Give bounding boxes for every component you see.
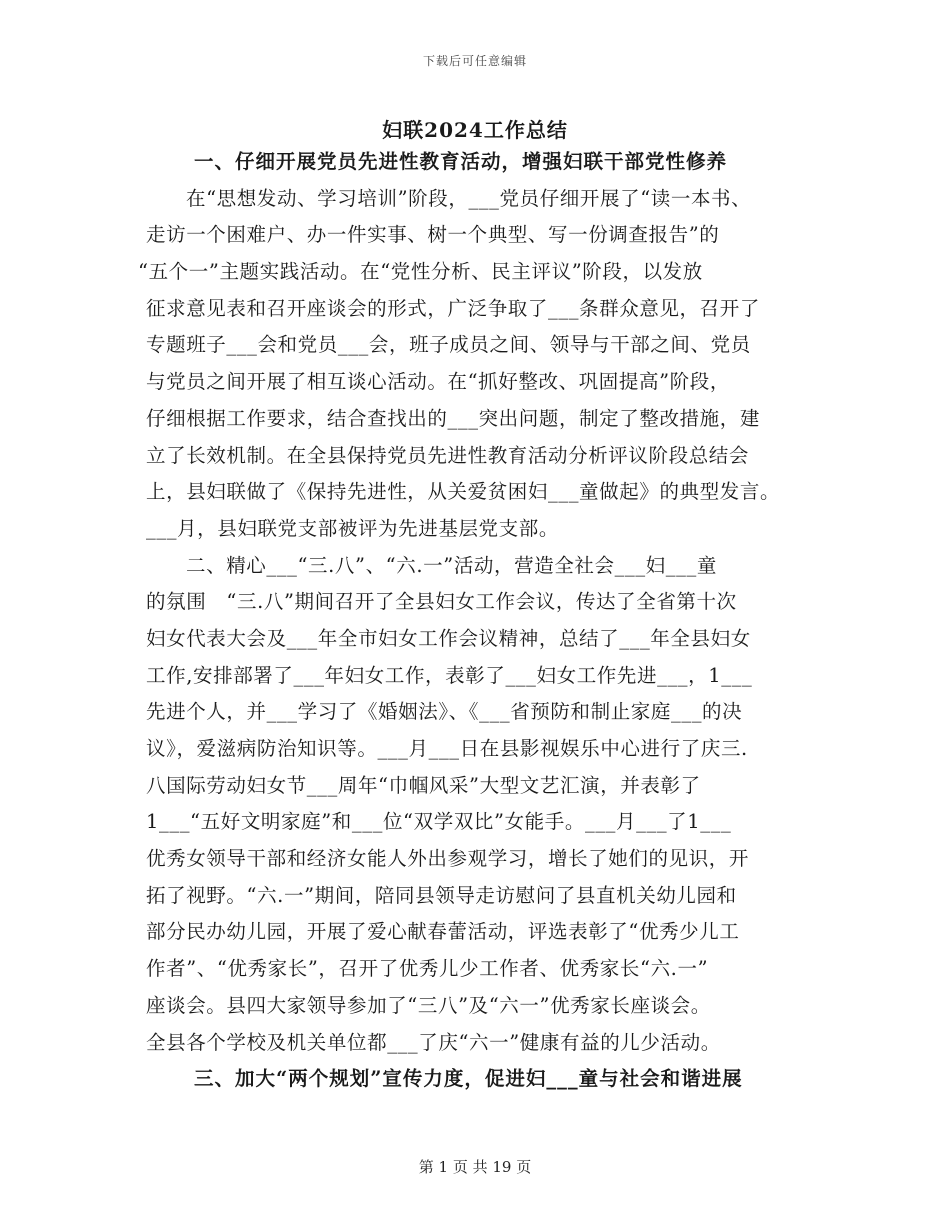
paragraph-line: 与党员之间开展了相互谈心活动。在“抓好整改、巩固提高”阶段， [146, 370, 730, 394]
paragraph-line: 1___“五好文明家庭”和___位“双学双比”女能手。___月___了1___ [146, 810, 732, 834]
paragraph-line: 征求意见表和召开座谈会的形式，广泛争取了___条群众意见，召开了 [146, 296, 760, 320]
document-title: 妇联2024工作总结 [382, 118, 568, 142]
paragraph-line: 座谈会。县四大家领导参加了“三八”及“六一”优秀家长座谈会。 [146, 993, 711, 1017]
paragraph-line: 优秀女领导干部和经济女能人外出参观学习，增长了她们的见识，开 [146, 847, 750, 871]
paragraph-line: 妇女代表大会及___年全市妇女工作会议精神，总结了___年全县妇女 [146, 626, 751, 650]
paragraph-line: “五个一”主题实践活动。在“党性分析、民主评议”阶段，以发放 [138, 260, 703, 284]
paragraph-line: 专题班子___会和党员___会，班子成员之间、领导与干部之间、党员 [146, 333, 751, 357]
paragraph-line: 二、精心___“三.八”、“六.一”活动，营造全社会___妇___童 [186, 553, 717, 577]
section-heading: 一、仔细开展党员先进性教育活动，增强妇联干部党性修养 [194, 150, 728, 173]
paragraph-line: 先进个人，并___学习了《婚姻法》、《___省预防和制止家庭___的决 [146, 700, 743, 724]
paragraph-line: 立了长效机制。在全县保持党员先进性教育活动分析评议阶段总结会 [146, 443, 750, 467]
paragraph-line: 议》，爱滋病防治知识等。___月___日在县影视娱乐中心进行了庆三. [146, 737, 748, 760]
paragraph-line: 部分民办幼儿园，开展了爱心献春蕾活动，评选表彰了“优秀少儿工 [146, 920, 740, 944]
paragraph-line: 仔细根据工作要求，结合查找出的___突出问题，制定了整改措施，建 [146, 406, 760, 430]
paragraph-line: 的氛围 “三.八”期间召开了全县妇女工作会议，传达了全省第十次 [146, 590, 737, 614]
paragraph-line: 拓了视野。“六.一”期间，陪同县领导走访慰问了县直机关幼儿园和 [146, 883, 737, 907]
paragraph-line: 在“思想发动、学习培训”阶段，___党员仔细开展了“读一本书、 [186, 186, 752, 210]
page-number: 第 1 页 共 19 页 [418, 1158, 532, 1176]
paragraph-line: 作者”、“优秀家长”，召开了优秀儿少工作者、优秀家长“六.一” [146, 957, 709, 981]
paragraph-line: 八国际劳动妇女节___周年“巾帼风采”大型文艺汇演，并表彰了 [146, 773, 701, 797]
paragraph-line: 上，县妇联做了《保持先进性，从关爱贫困妇___童做起》的典型发言。 [146, 480, 781, 504]
paragraph-line: 工作,安排部署了___年妇女工作，表彰了___妇女工作先进___，1___ [146, 663, 753, 687]
paragraph-line: 全县各个学校及机关单位都___了庆“六一”健康有益的儿少活动。 [146, 1030, 721, 1054]
paragraph-line: ___月，县妇联党支部被评为先进基层党支部。 [146, 516, 559, 540]
paragraph-line: 走访一个困难户、办一件实事、树一个典型、写一份调查报告”的 [146, 223, 720, 247]
document-body [138, 144, 836, 1098]
page-header-note: 下载后可任意编辑 [422, 54, 527, 68]
section-heading: 三、加大“两个规划”宣传力度，促进妇___童与社会和谐进展 [194, 1067, 743, 1091]
